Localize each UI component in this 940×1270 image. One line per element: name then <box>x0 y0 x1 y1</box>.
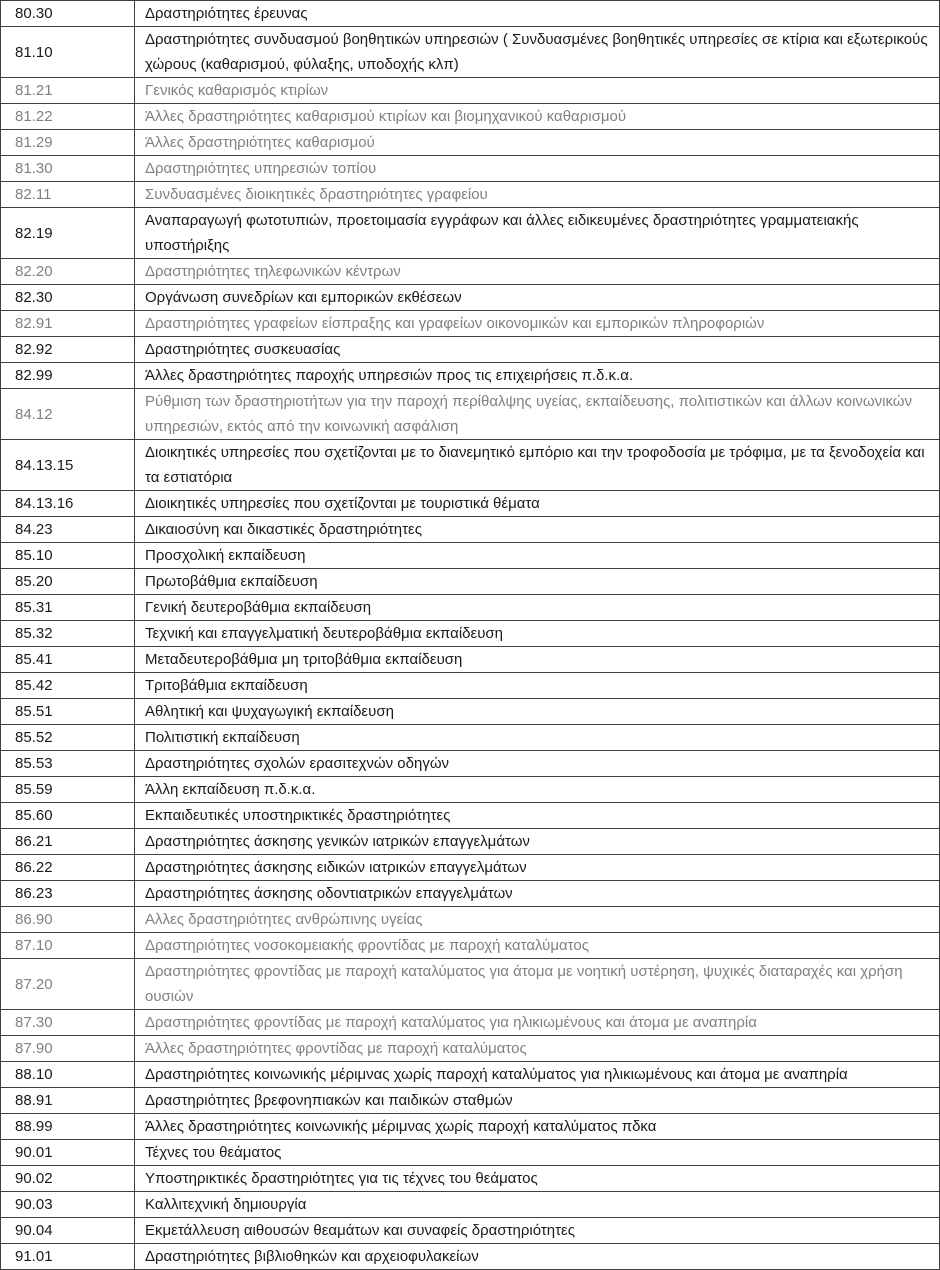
activity-code: 82.19 <box>1 208 135 259</box>
table-row <box>1 829 940 855</box>
table-row <box>1 933 940 959</box>
activity-description: Δραστηριότητες κοινωνικής μέριμνας χωρίς παροχή καταλύματος για ηλικιωμένους και άτομα με αναπηρία <box>135 1062 940 1088</box>
activity-code: 85.32 <box>1 621 135 647</box>
activity-code: 88.91 <box>1 1088 135 1114</box>
activity-description: Αθλητική και ψυχαγωγική εκπαίδευση <box>135 699 940 725</box>
activity-code: 81.29 <box>1 130 135 156</box>
activity-code: 85.51 <box>1 699 135 725</box>
activity-code: 84.12 <box>1 389 135 440</box>
activity-description: Αναπαραγωγή φωτοτυπιών, προετοιμασία εγγράφων και άλλες ειδικευμένες δραστηριότητες γραμματειακής υποστήριξης <box>135 208 940 259</box>
table-row <box>1 208 940 259</box>
activity-code: 85.20 <box>1 569 135 595</box>
activity-description: Δραστηριότητες γραφείων είσπραξης και γραφείων οικονομικών και εμπορικών πληροφοριών <box>135 311 940 337</box>
activity-code: 85.41 <box>1 647 135 673</box>
activity-description: Πολιτιστική εκπαίδευση <box>135 725 940 751</box>
table-row <box>1 311 940 337</box>
table-row <box>1 907 940 933</box>
table-row <box>1 1218 940 1244</box>
activity-code: 86.23 <box>1 881 135 907</box>
activity-description: Δραστηριότητες συσκευασίας <box>135 337 940 363</box>
activity-description: Δραστηριότητες άσκησης γενικών ιατρικών επαγγελμάτων <box>135 829 940 855</box>
activity-description: Άλλες δραστηριότητες φροντίδας με παροχή καταλύματος <box>135 1036 940 1062</box>
activity-description: Δραστηριότητες βρεφονηπιακών και παιδικών σταθμών <box>135 1088 940 1114</box>
activity-code: 87.90 <box>1 1036 135 1062</box>
table-row <box>1 363 940 389</box>
activity-code: 85.42 <box>1 673 135 699</box>
table-row <box>1 156 940 182</box>
activity-description: Εκμετάλλευση αιθουσών θεαμάτων και συναφείς δραστηριότητες <box>135 1218 940 1244</box>
activity-description: Δραστηριότητες βιβλιοθηκών και αρχειοφυλακείων <box>135 1244 940 1270</box>
activity-code: 81.10 <box>1 27 135 78</box>
table-row <box>1 491 940 517</box>
table-row <box>1 27 940 78</box>
table-row <box>1 104 940 130</box>
activity-description: Διοικητικές υπηρεσίες που σχετίζονται με το διανεμητικό εμπόριο και την τροφοδοσία με τρόφιμα, με τα ξενοδοχεία και τα εστιατόρια <box>135 440 940 491</box>
table-row <box>1 751 940 777</box>
activity-code: 87.10 <box>1 933 135 959</box>
activity-description: Δραστηριότητες συνδυασμού βοηθητικών υπηρεσιών ( Συνδυασμένες βοηθητικές υπηρεσίες σε κτίρια και εξωτερικούς χώρους (καθαρισμού, φύλαξης, υποδοχής κλπ) <box>135 27 940 78</box>
activity-description: Δραστηριότητες άσκησης οδοντιατρικών επαγγελμάτων <box>135 881 940 907</box>
table-row <box>1 1088 940 1114</box>
activity-code: 80.30 <box>1 1 135 27</box>
activity-description: Δικαιοσύνη και δικαστικές δραστηριότητες <box>135 517 940 543</box>
activity-description: Διοικητικές υπηρεσίες που σχετίζονται με τουριστικά θέματα <box>135 491 940 517</box>
activity-code: 85.31 <box>1 595 135 621</box>
activity-description: Άλλες δραστηριότητες καθαρισμού κτιρίων και βιομηχανικού καθαρισμού <box>135 104 940 130</box>
activity-code: 82.91 <box>1 311 135 337</box>
table-row <box>1 337 940 363</box>
activity-code: 87.20 <box>1 959 135 1010</box>
table-row <box>1 1192 940 1218</box>
activity-description: Δραστηριότητες τηλεφωνικών κέντρων <box>135 259 940 285</box>
activity-code: 81.30 <box>1 156 135 182</box>
table-row <box>1 543 940 569</box>
activity-description: Άλλη εκπαίδευση π.δ.κ.α. <box>135 777 940 803</box>
activity-description: Εκπαιδευτικές υποστηρικτικές δραστηριότητες <box>135 803 940 829</box>
table-row <box>1 78 940 104</box>
activity-code: 85.60 <box>1 803 135 829</box>
table-row <box>1 517 940 543</box>
activity-code: 90.03 <box>1 1192 135 1218</box>
activity-code: 90.01 <box>1 1140 135 1166</box>
table-row <box>1 621 940 647</box>
activity-description: Τεχνική και επαγγελματική δευτεροβάθμια εκπαίδευση <box>135 621 940 647</box>
activity-description: Προσχολική εκπαίδευση <box>135 543 940 569</box>
activity-description: Υποστηρικτικές δραστηριότητες για τις τέχνες του θεάματος <box>135 1166 940 1192</box>
activity-code: 85.53 <box>1 751 135 777</box>
activity-code: 88.99 <box>1 1114 135 1140</box>
table-row <box>1 673 940 699</box>
table-row <box>1 855 940 881</box>
table-row <box>1 647 940 673</box>
activity-description: Αλλες δραστηριότητες ανθρώπινης υγείας <box>135 907 940 933</box>
activity-description: Δραστηριότητες σχολών ερασιτεχνών οδηγών <box>135 751 940 777</box>
activity-code: 84.23 <box>1 517 135 543</box>
activity-code: 81.22 <box>1 104 135 130</box>
activity-description: Δραστηριότητες φροντίδας με παροχή καταλύματος για ηλικιωμένους και άτομα με αναπηρία <box>135 1010 940 1036</box>
table-row <box>1 1 940 27</box>
activity-code: 88.10 <box>1 1062 135 1088</box>
activity-description: Συνδυασμένες διοικητικές δραστηριότητες γραφείου <box>135 182 940 208</box>
table-row <box>1 1062 940 1088</box>
activity-description: Δραστηριότητες έρευνας <box>135 1 940 27</box>
table-row <box>1 1166 940 1192</box>
table-row <box>1 259 940 285</box>
activity-code: 82.92 <box>1 337 135 363</box>
table-row <box>1 595 940 621</box>
table-row <box>1 777 940 803</box>
table-row <box>1 699 940 725</box>
table-row <box>1 1036 940 1062</box>
table-row <box>1 569 940 595</box>
table-row <box>1 182 940 208</box>
activity-code: 81.21 <box>1 78 135 104</box>
table-row <box>1 1010 940 1036</box>
activity-code: 86.22 <box>1 855 135 881</box>
table-row <box>1 803 940 829</box>
table-row <box>1 130 940 156</box>
activity-description: Καλλιτεχνική δημιουργία <box>135 1192 940 1218</box>
activities-table-body <box>1 1 940 1270</box>
table-row <box>1 959 940 1010</box>
activity-description: Μεταδευτεροβάθμια μη τριτοβάθμια εκπαίδευση <box>135 647 940 673</box>
activity-description: Άλλες δραστηριότητες καθαρισμού <box>135 130 940 156</box>
activity-description: Άλλες δραστηριότητες κοινωνικής μέριμνας χωρίς παροχή καταλύματος πδκα <box>135 1114 940 1140</box>
activity-description: Άλλες δραστηριότητες παροχής υπηρεσιών προς τις επιχειρήσεις π.δ.κ.α. <box>135 363 940 389</box>
table-row <box>1 389 940 440</box>
activity-code: 84.13.16 <box>1 491 135 517</box>
activity-code: 90.02 <box>1 1166 135 1192</box>
activity-description: Τέχνες του θεάματος <box>135 1140 940 1166</box>
table-row <box>1 440 940 491</box>
activity-code: 91.01 <box>1 1244 135 1270</box>
activity-code: 84.13.15 <box>1 440 135 491</box>
table-row <box>1 285 940 311</box>
activity-code: 82.30 <box>1 285 135 311</box>
activity-code: 82.20 <box>1 259 135 285</box>
activity-code: 82.99 <box>1 363 135 389</box>
activity-description: Δραστηριότητες νοσοκομειακής φροντίδας με παροχή καταλύματος <box>135 933 940 959</box>
activity-description: Ρύθμιση των δραστηριοτήτων για την παροχή περίθαλψης υγείας, εκπαίδευσης, πολιτιστικών και άλλων κοινωνικών υπηρεσιών, εκτός από την κοινωνική ασφάλιση <box>135 389 940 440</box>
activity-description: Δραστηριότητες άσκησης ειδικών ιατρικών επαγγελμάτων <box>135 855 940 881</box>
table-row <box>1 881 940 907</box>
activity-code: 87.30 <box>1 1010 135 1036</box>
activity-code: 86.90 <box>1 907 135 933</box>
activity-description: Πρωτοβάθμια εκπαίδευση <box>135 569 940 595</box>
activity-description: Γενική δευτεροβάθμια εκπαίδευση <box>135 595 940 621</box>
activity-description: Δραστηριότητες υπηρεσιών τοπίου <box>135 156 940 182</box>
table-row <box>1 1140 940 1166</box>
activity-description: Οργάνωση συνεδρίων και εμπορικών εκθέσεων <box>135 285 940 311</box>
activity-code: 85.59 <box>1 777 135 803</box>
table-row <box>1 1114 940 1140</box>
activity-code: 82.11 <box>1 182 135 208</box>
activity-code: 90.04 <box>1 1218 135 1244</box>
activity-description: Δραστηριότητες φροντίδας με παροχή καταλύματος για άτομα με νοητική υστέρηση, ψυχικές διαταραχές και χρήση ουσιών <box>135 959 940 1010</box>
activity-description: Τριτοβάθμια εκπαίδευση <box>135 673 940 699</box>
activity-code: 85.52 <box>1 725 135 751</box>
activity-description: Γενικός καθαρισμός κτιρίων <box>135 78 940 104</box>
activity-code: 86.21 <box>1 829 135 855</box>
activity-code: 85.10 <box>1 543 135 569</box>
table-row <box>1 725 940 751</box>
